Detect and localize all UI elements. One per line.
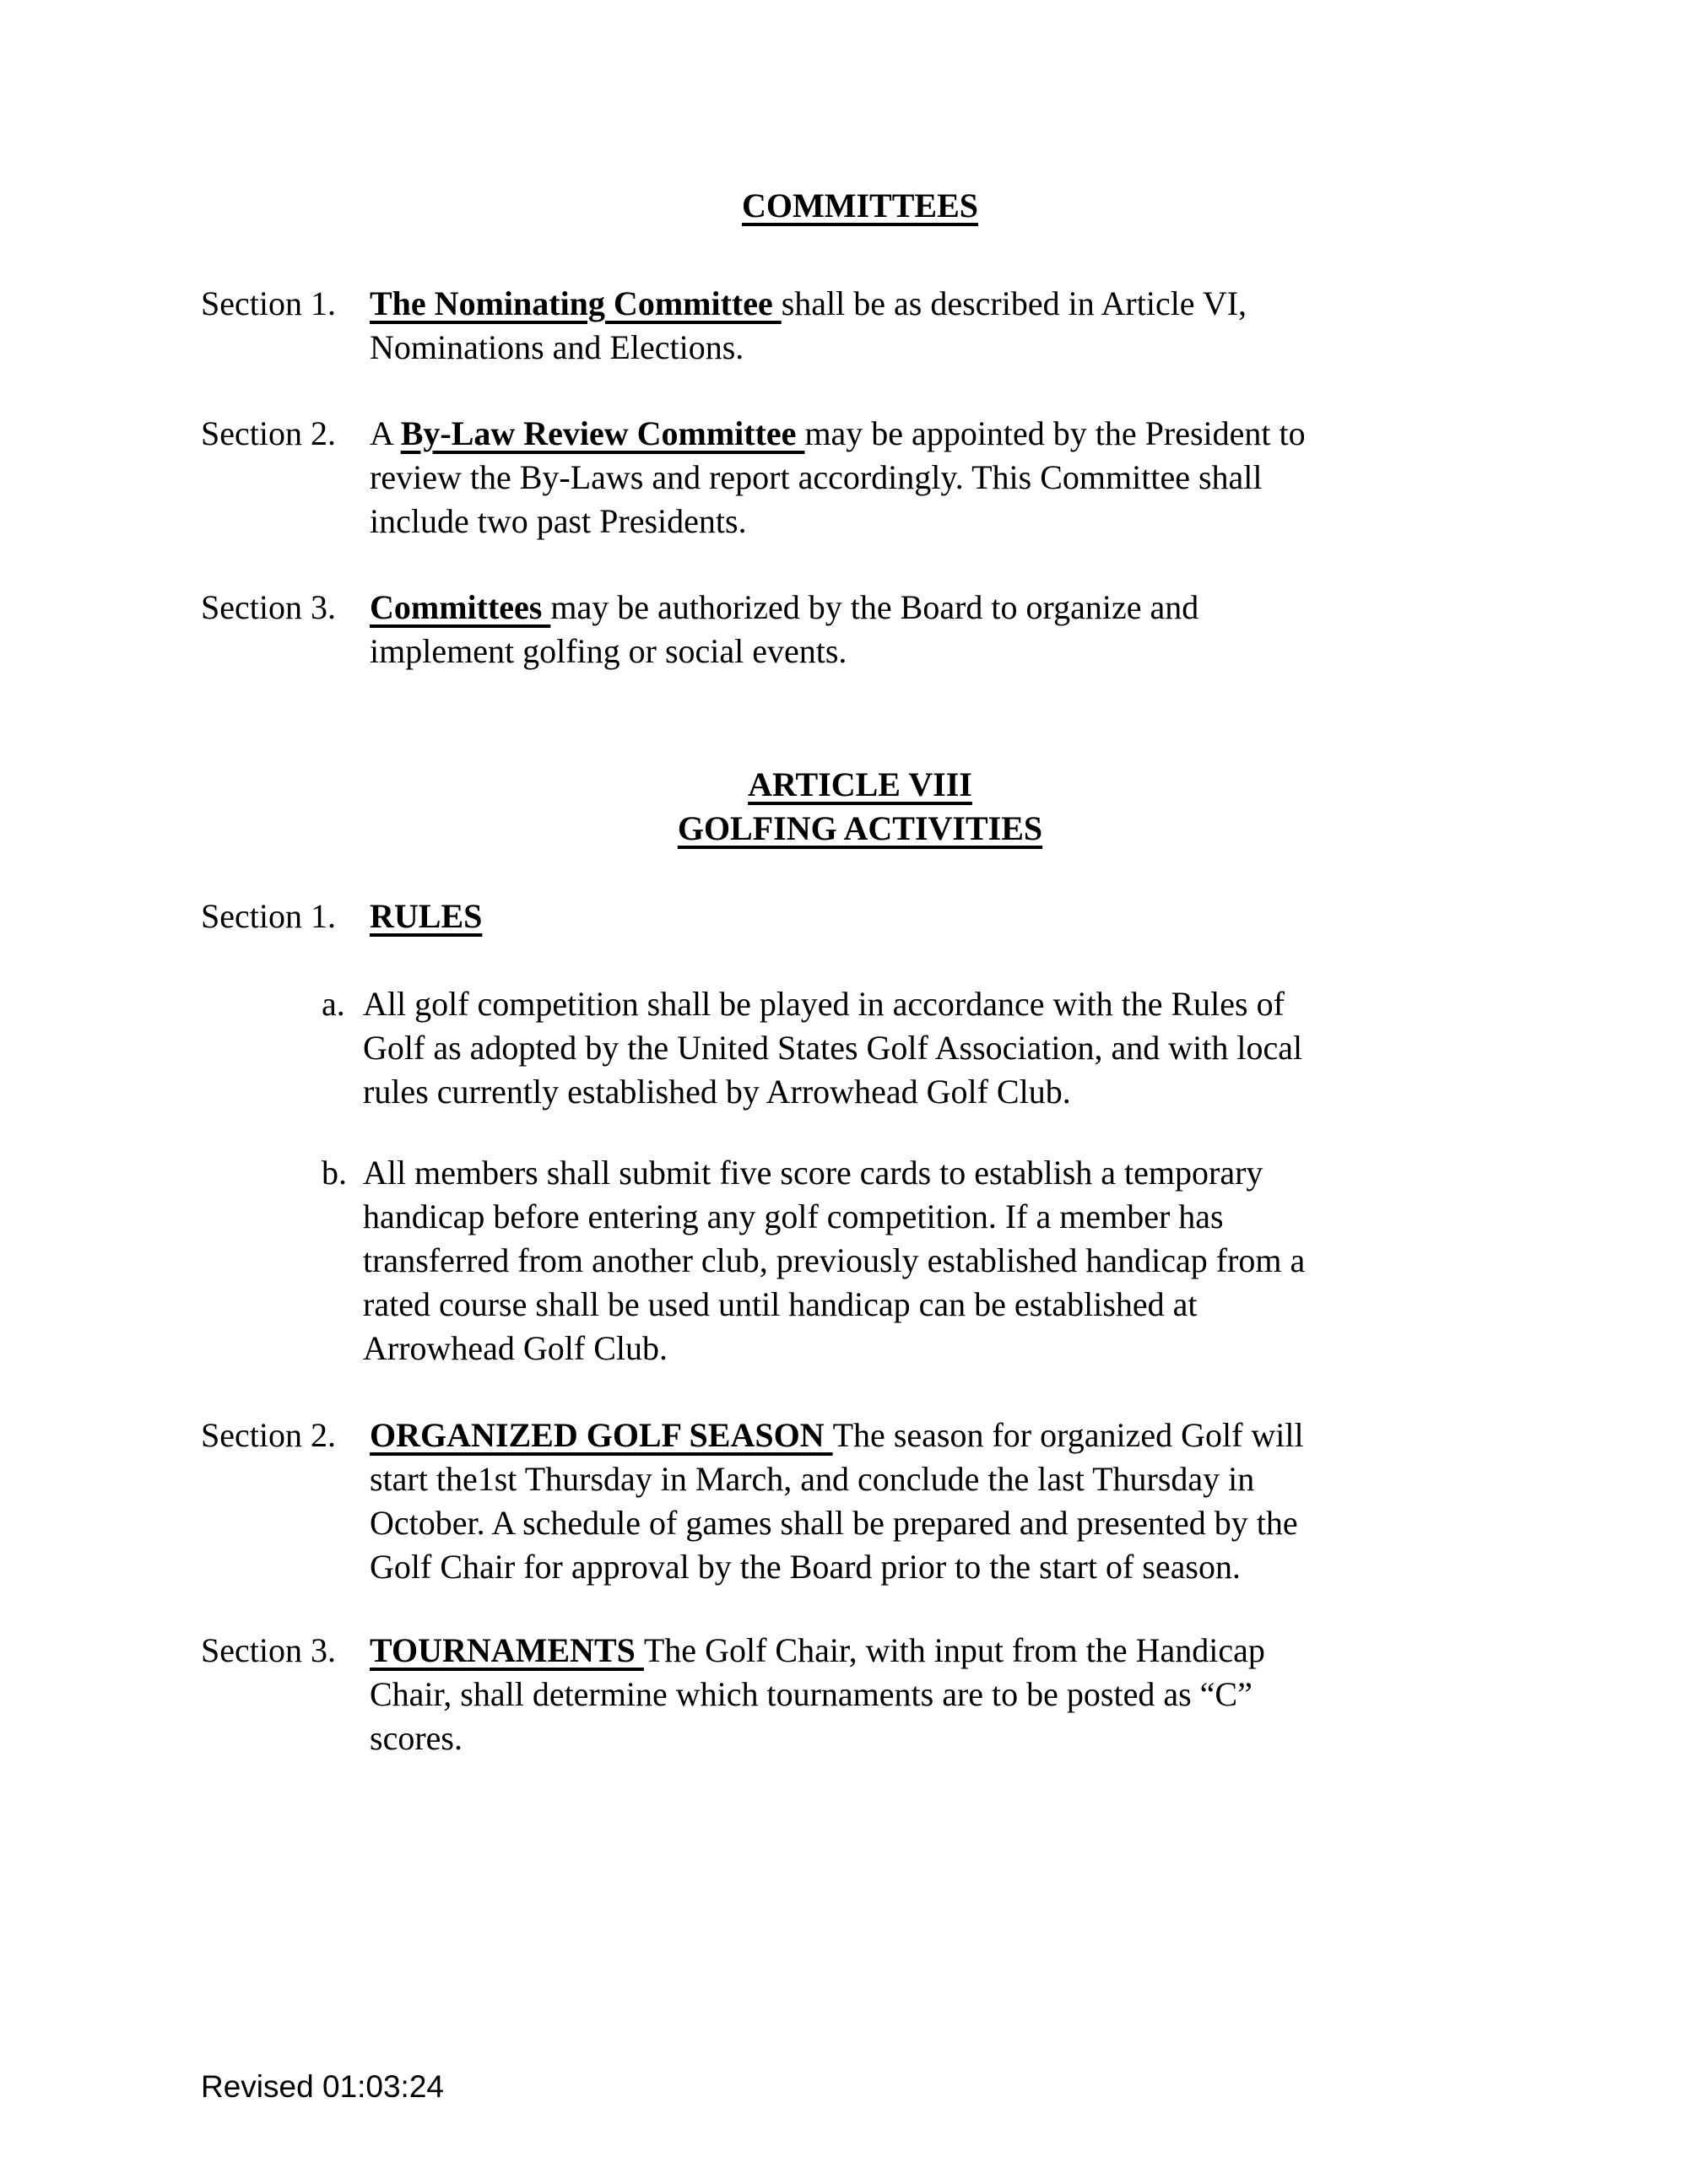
text-line: include two past Presidents.	[370, 502, 747, 540]
text-line: implement golfing or social events.	[370, 632, 847, 670]
article-viii-heading	[201, 763, 1519, 851]
text-line: scores.	[370, 1719, 463, 1757]
section-text: may be authorized by the Board to organize and	[550, 588, 1199, 626]
page-title-text: COMMITTEES	[741, 187, 979, 224]
text-line: rules currently established by Arrowhead Golf Club.	[363, 1073, 1071, 1111]
text-line: Nominations and Elections.	[370, 328, 744, 366]
section-text: The season for organized Golf will	[832, 1416, 1304, 1454]
golfing-section-1-rules	[201, 895, 1519, 938]
committees-section-2	[201, 412, 1519, 543]
section-body	[370, 1414, 1304, 1589]
section-label: Section 1.	[201, 284, 336, 322]
section-text: A	[370, 414, 401, 452]
list-item-body	[363, 1151, 1305, 1370]
committees-section-3	[201, 586, 1519, 673]
text-line	[370, 586, 1198, 630]
golfing-section-3-tournaments	[201, 1629, 1519, 1760]
article-heading-line	[201, 763, 1519, 807]
text-line: rated course shall be used until handicap can be established at	[363, 1285, 1198, 1323]
section-label: Section 2.	[201, 1416, 336, 1454]
rules-item-b	[322, 1151, 1519, 1370]
committees-section-1	[201, 282, 1519, 370]
section-heading-bold: Committees	[370, 588, 551, 626]
text-line: Chair, shall determine which tournaments are to be posted as “C”	[370, 1675, 1252, 1713]
text-line: transferred from another club, previously established handicap from a	[363, 1241, 1306, 1279]
page-title	[201, 184, 1519, 228]
text-line: start the1st Thursday in March, and conclude the last Thursday in	[370, 1460, 1255, 1498]
section-body	[370, 282, 1247, 370]
text-line	[370, 895, 482, 938]
text-line: All golf competition shall be played in accordance with the Rules of	[363, 985, 1285, 1023]
text-line: Arrowhead Golf Club.	[363, 1329, 668, 1367]
section-body	[370, 895, 482, 938]
section-body	[370, 586, 1198, 673]
text-line	[370, 412, 1306, 456]
section-label: Section 1.	[201, 897, 336, 935]
section-label: Section 3.	[201, 1631, 336, 1669]
section-heading-bold: TOURNAMENTS	[370, 1631, 644, 1669]
section-label: Section 2.	[201, 414, 336, 452]
section-heading-bold: ORGANIZED GOLF SEASON	[370, 1416, 833, 1454]
section-body	[370, 1629, 1265, 1760]
text-line: All members shall submit five score cards to establish a temporary	[363, 1154, 1263, 1192]
text-line: October. A schedule of games shall be prepared and presented by the	[370, 1504, 1298, 1542]
section-text: may be appointed by the President to	[804, 414, 1306, 452]
article-title-text: GOLFING ACTIVITIES	[677, 809, 1043, 847]
rules-item-a	[322, 982, 1519, 1114]
section-heading-bold: The Nominating Committee	[370, 284, 782, 322]
revision-footer: Revised 01:03:24	[201, 2069, 444, 2104]
section-heading-bold: By-Law Review Committee	[400, 414, 805, 452]
text-line: Golf as adopted by the United States Golf Association, and with local	[363, 1029, 1303, 1067]
text-line	[370, 1629, 1265, 1673]
list-item-body	[363, 982, 1302, 1114]
text-line: review the By-Laws and report accordingly. This Committee shall	[370, 458, 1263, 496]
article-heading-line	[201, 807, 1519, 851]
text-line: Golf Chair for approval by the Board prior to the start of season.	[370, 1548, 1241, 1586]
text-line: handicap before entering any golf competition. If a member has	[363, 1197, 1224, 1235]
section-text: shall be as described in Article VI,	[781, 284, 1247, 322]
golfing-section-2-organized-golf-season	[201, 1414, 1519, 1589]
section-heading-bold: RULES	[370, 897, 483, 935]
text-line	[370, 1414, 1304, 1457]
section-label: Section 3.	[201, 588, 336, 626]
section-text: The Golf Chair, with input from the Handicap	[643, 1631, 1265, 1669]
text-line	[370, 282, 1247, 326]
list-item-marker: a.	[322, 985, 345, 1023]
article-number-text: ARTICLE VIII	[748, 765, 972, 803]
list-item-marker: b.	[322, 1154, 347, 1192]
section-body	[370, 412, 1306, 543]
